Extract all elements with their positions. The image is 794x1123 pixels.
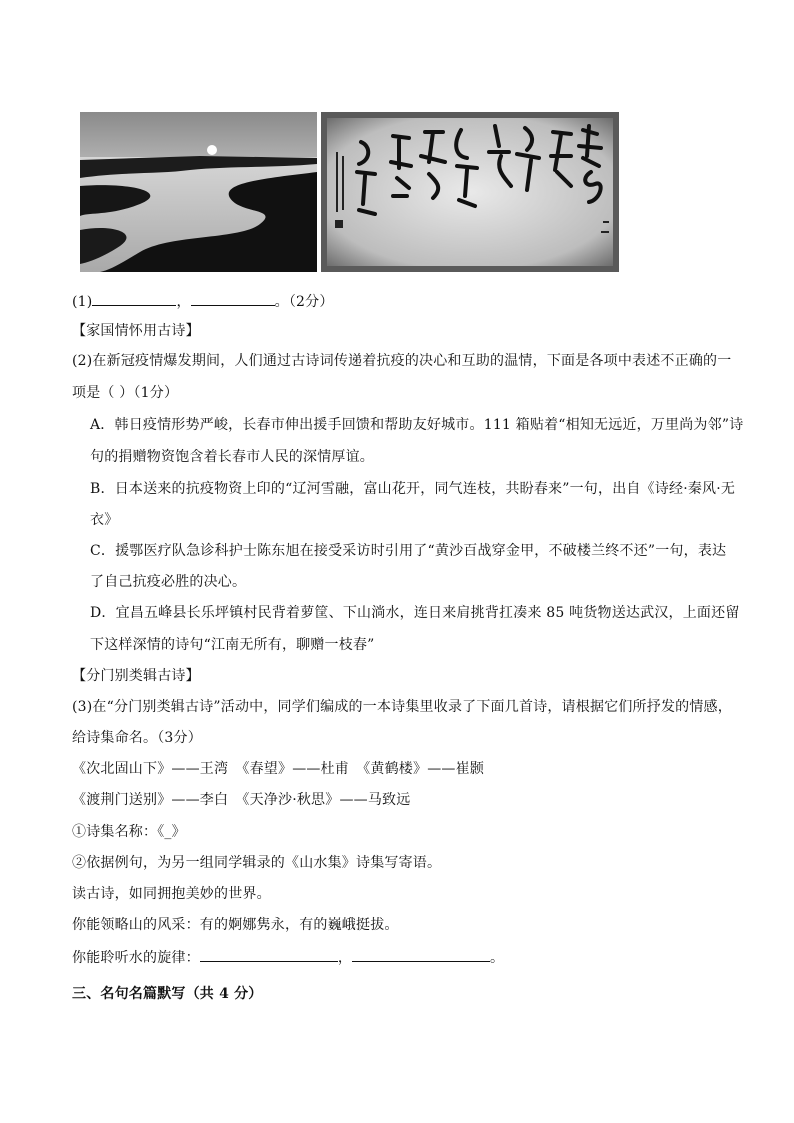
- section-heading-fenmen: 【分门别类辑古诗】: [72, 668, 200, 684]
- section-heading-three: 三、名句名篇默写（共 4 分）: [72, 986, 263, 1002]
- q1-line: [72, 291, 334, 311]
- q2-option-c-line-1: C．援鄂医疗队急诊科护士陈东旭在接受采访时引用了“黄沙百战穿金甲，不破楼兰终不还”一句，表达: [90, 543, 727, 559]
- q2-option-c-line-2: 了自己抗疫必胜的决心。: [90, 574, 247, 590]
- q3-water-blank-2[interactable]: [352, 947, 490, 962]
- q3-water-end: 。: [490, 950, 505, 966]
- q3-sub-2: ②依据例句，为另一组同学辑录的《山水集》诗集写寄语。: [72, 855, 442, 871]
- q3-stem-line-2: 给诗集命名。（3分）: [72, 730, 202, 746]
- section-heading-jiaguo: 【家国情怀用古诗】: [72, 323, 200, 339]
- q2-stem-line-1: (2)在新冠疫情爆发期间，人们通过古诗词传递着抗疫的决心和互助的温情，下面是各项中表述不正确的一: [72, 353, 732, 369]
- calligraphy-scroll-image: [321, 112, 619, 272]
- q2-option-b-line-1: B．日本送来的抗疫物资上印的“辽河雪融，富山花开，同气连枝，共盼春来”一句，出自《诗经·秦风·无: [90, 481, 736, 497]
- q3-mountain-line: 你能领略山的风采：有的婀娜隽永，有的巍峨挺拔。: [72, 917, 399, 933]
- q3-sub-1: ①诗集名称：《_》: [72, 824, 186, 840]
- q3-water-line: [72, 947, 504, 967]
- q3-stem-line-1: (3)在“分门别类辑古诗”活动中，同学们编成的一本诗集里收录了下面几首诗，请根据它们所抒发的情感，: [72, 699, 732, 715]
- q1-comma: ，: [176, 294, 191, 310]
- q2-option-a-line-1: A．韩日疫情形势严峻，长春市伸出援手回馈和帮助友好城市。111 箱贴着“相知无远近，万里尚为邻”诗: [90, 417, 744, 433]
- q2-option-d-line-1: D．宜昌五峰县长乐坪镇村民背着萝筐、下山淌水，连日来肩挑背扛凑来 85 吨货物送达武汉，上面还留: [90, 605, 740, 621]
- q3-read-line: 读古诗，如同拥抱美妙的世界。: [72, 886, 271, 902]
- q3-poems-line-2: 《渡荆门送别》——李白 《天净沙·秋思》——马致远: [72, 792, 411, 808]
- calligraphy-artwork: [321, 112, 619, 272]
- q1-end: 。（2分）: [274, 294, 334, 310]
- q2-option-d-line-2: 下这样深情的诗句“江南无所有，聊赠一枝春”: [90, 637, 375, 653]
- q3-water-prefix: 你能聆听水的旋律：: [72, 950, 200, 966]
- landscape-photo: [80, 112, 317, 272]
- q3-poems-line-1: 《次北固山下》——王湾 《春望》——杜甫 《黄鹤楼》——崔颢: [72, 761, 484, 777]
- q3-water-blank-1[interactable]: [200, 947, 338, 962]
- q3-water-comma: ，: [337, 950, 353, 966]
- q1-answer-blank-2[interactable]: [191, 291, 275, 306]
- q1-label: (1): [72, 294, 93, 310]
- q2-stem-line-2: 项是（ ）（1分）: [72, 385, 179, 401]
- q2-option-b-line-2: 衣》: [90, 512, 119, 528]
- q1-answer-blank-1[interactable]: [92, 291, 176, 306]
- image-row: [80, 112, 620, 272]
- q2-option-a-line-2: 句的捐赠物资饱含着长春市人民的深情厚谊。: [90, 449, 374, 465]
- river-landscape-image: [80, 112, 317, 272]
